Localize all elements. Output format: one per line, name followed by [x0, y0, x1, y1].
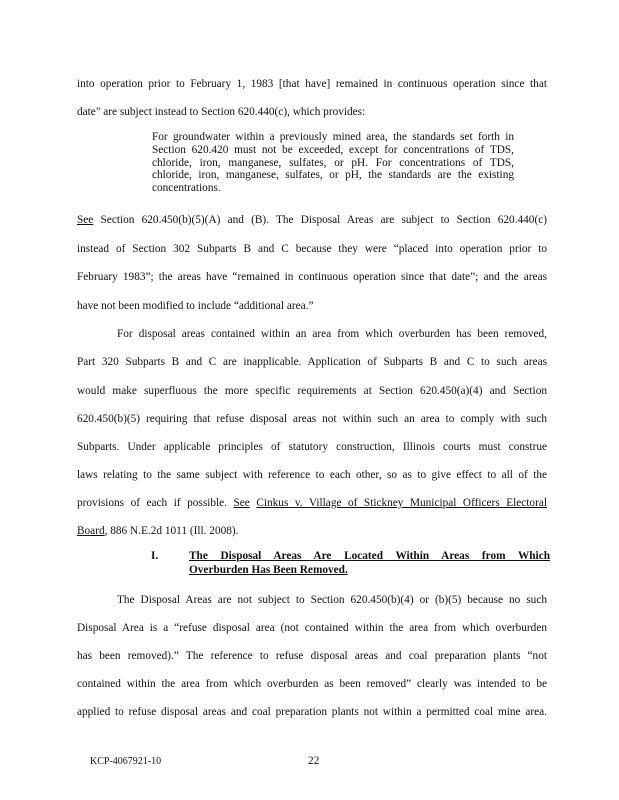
- quote-line: chloride, iron, manganese, sulfates, or pH. For concentrations of TDS,: [152, 156, 514, 169]
- text-line: Subparts. Under applicable principles of statutory construction, Illinois courts must construe: [77, 441, 547, 453]
- text-line: The Disposal Areas are not subject to Section 620.450(b)(4) or (b)(5) because no such: [117, 594, 547, 606]
- text-line: date" are subject instead to Section 620.440(c), which provides:: [77, 106, 366, 118]
- signal-see: See: [233, 497, 250, 509]
- signal-see: See: [77, 214, 94, 226]
- text-line: For disposal areas contained within an area from which overburden has been removed,: [117, 328, 547, 340]
- text-line: 620.450(b)(5) requiring that refuse disposal areas not within such an area to comply with such: [77, 413, 547, 425]
- heading-line: The Disposal Areas Are Located Within Areas from Which: [189, 550, 550, 562]
- text-span: , 886 N.E.2d 1011 (Ill. 2008).: [104, 525, 239, 537]
- text-line: [77, 524, 547, 538]
- quote-line: Section 620.420 must not be exceeded, except for concentrations of TDS,: [152, 143, 514, 156]
- text-line: into operation prior to February 1, 1983 [that have] remained in continuous operation since that: [77, 78, 547, 90]
- text-line: laws relating to the same subject with reference to each other, so as to give effect to all of the: [77, 469, 547, 481]
- text-line: Part 320 Subparts B and C are inapplicable. Application of Subparts B and C to such areas: [77, 356, 547, 368]
- text-line: would make superfluous the more specific requirements at Section 620.450(a)(4) and Section: [77, 385, 547, 397]
- heading-line: Overburden Has Been Removed.: [189, 564, 348, 576]
- text-span: Section 620.450(b)(5)(A) and (B). The Disposal Areas are subject to Section 620.440(c): [93, 214, 547, 226]
- quote-line: concentrations.: [152, 182, 221, 195]
- text-line: [77, 213, 547, 227]
- case-citation: Cinkus v. Village of Stickney Municipal Officers Electoral: [256, 497, 547, 509]
- text-line: have not been modified to include “additional area.”: [77, 300, 314, 312]
- block-quote: [152, 131, 514, 195]
- heading-number: I.: [151, 550, 159, 562]
- page-number: 22: [308, 755, 320, 767]
- text-line: applied to refuse disposal areas and coal preparation plants not within a permitted coal mine area.: [77, 706, 547, 718]
- text-line: February 1983”; the areas have “remained in continuous operation since that date”; and the areas: [77, 271, 547, 283]
- text-line: has been removed).” The reference to refuse disposal areas and coal preparation plants “not: [77, 650, 547, 662]
- quote-line: chloride, iron, manganese, sulfates, or pH, the standards are the existing: [152, 169, 514, 182]
- text-span: provisions of each if possible.: [77, 497, 234, 509]
- footer-doc-id: KCP-4067921-10: [90, 756, 162, 767]
- heading-title: [189, 549, 550, 577]
- text-line: [77, 496, 547, 510]
- quote-line: For groundwater within a previously mined area, the standards set forth in: [152, 131, 514, 143]
- text-line: instead of Section 302 Subparts B and C because they were “placed into operation prior to: [77, 243, 547, 255]
- case-citation: Board: [77, 525, 105, 537]
- text-line: Disposal Area is a “refuse disposal area (not contained within the area from which overburden: [77, 622, 547, 634]
- text-line: contained within the area from which overburden as been removed” clearly was intended to be: [77, 678, 547, 690]
